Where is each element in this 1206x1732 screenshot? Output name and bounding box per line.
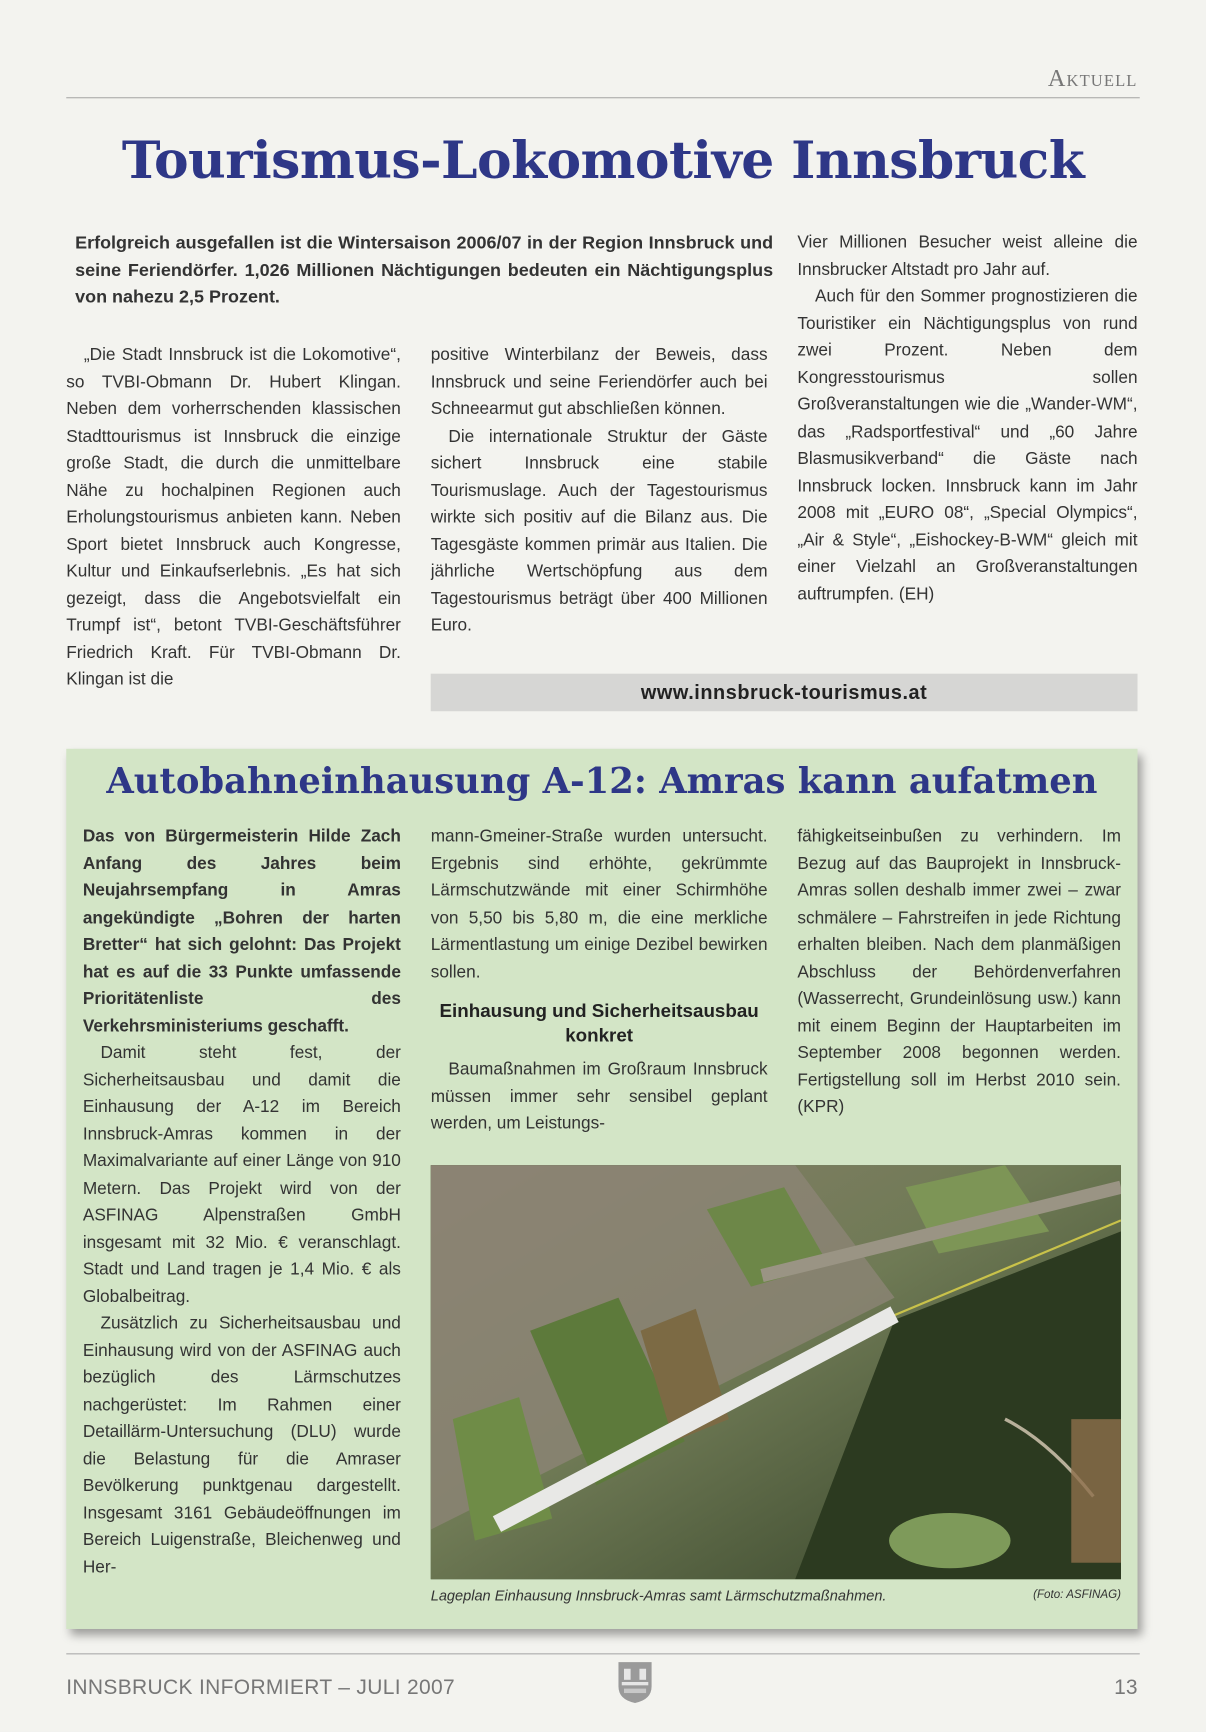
article1-column-3 bbox=[797, 230, 1137, 667]
paragraph: fähigkeitseinbußen zu verhindern. Im Bezug auf das Bauprojekt in Innsbruck-Amras sollen deshalb immer zwei – zwar schmälere – Fahrstreifen in jede Richtung erhalten bleiben. Nach dem planmäßigen Abschluss der Behördenverfahren (Wasserrecht, Grundeinlösung usw.) kann mit einem Beginn der Hauptarbeiten im September 2008 begonnen werden. Fertigstellung soll im Herbst 2010 sein. (KPR) bbox=[797, 827, 1121, 1117]
paragraph: Damit steht fest, der Sicherheitsausbau und damit die Einhausung der A-12 im Bereich Innsbruck-Amras kommen in der Maximalvariante auf einer Länge von 910 Metern. Das Projekt wird von der ASFINAG Alpenstraßen GmbH insgesamt mit 32 Mio. € veranschlagt. Stadt und Land tragen je 1,4 Mio. € als Globalbeitrag. bbox=[82, 1043, 401, 1306]
article2-lead: Das von Bürgermeisterin Hilde Zach Anfang des Jahres beim Neujahrsempfang in Amras angekündigte „Bohren der harten Bretter“ hat sich gelohnt: Das Projekt hat es auf die 33 Punkte umfassende Prioritätenliste des Verkehrsministeriums geschafft. bbox=[82, 827, 401, 1036]
website-link[interactable]: www.innsbruck-tourismus.at bbox=[431, 674, 1138, 712]
city-crest-icon bbox=[616, 1660, 654, 1704]
page-number: 13 bbox=[1114, 1676, 1138, 1700]
subheading: Einhausung und Sicherheitsausbau konkret bbox=[439, 1000, 759, 1046]
article1-column-2 bbox=[431, 342, 768, 664]
photo-caption bbox=[431, 1587, 1121, 1604]
footer-publication: INNSBRUCK INFORMIERT – JULI 2007 bbox=[66, 1676, 456, 1700]
caption-text: Lageplan Einhausung Innsbruck-Amras samt Lärmschutzmaßnahmen. bbox=[430, 1587, 887, 1604]
paragraph: Die internationale Struktur der Gäste sichert Innsbruck eine stabile Tourismuslage. Auch der Tagestourismus wirkte sich positiv auf die Bilanz aus. Die Tagesgäste kommen primär aus Italien. Die jährliche Wertschöpfung aus dem Tagestourismus beträgt über 400 Millionen Euro. bbox=[430, 426, 768, 636]
paragraph: positive Winterbilanz der Beweis, dass Innsbruck und seine Feriendörfer auch bei Schneearmut gut abschließen können. bbox=[430, 345, 768, 419]
photo-credit: (Foto: ASFINAG) bbox=[1033, 1588, 1121, 1602]
aerial-photo bbox=[431, 1165, 1121, 1579]
paragraph: Auch für den Sommer prognostizieren die Touristiker ein Nächtigungsplus von rund zwei Prozent. Neben dem Kongresstourismus sollen Großveranstaltungen wie die „Wander-WM“, das „Radsportfestival“ und „60 Jahre Blasmusikverband“ die Gäste nach Innsbruck locken. Innsbruck kann im Jahr 2008 mit „EURO 08“, „Special Olympics“, „Air & Style“, „Eishockey-B-WM“ gleich mit einer Vielzahl an Großveranstaltungen auftrumpfen. (EH) bbox=[797, 287, 1138, 604]
article2-column-3 bbox=[797, 824, 1121, 1155]
footer-rule bbox=[66, 1653, 1139, 1654]
paragraph: „Die Stadt Innsbruck ist die Lokomotive“, so TVBI-Obmann Dr. Hubert Klingan. Neben dem vorherrschenden klassischen Stadttourismus ist Innsbruck die einzige große Stadt, die durch die unmittelbare Nähe zu hochalpinen Regionen auch Erholungstourismus anbieten kann. Neben Sport bietet Innsbruck auch Kongresse, Kultur und Einkaufserlebnis. „Es hat sich gezeigt, dass die Angebotsvielfalt ein Trumpf ist“, betont TVBI-Geschäftsführer Friedrich Kraft. Für TVBI-Obmann Dr. Klingan ist die bbox=[66, 345, 401, 690]
paragraph: Vier Millionen Besucher weist alleine die Innsbrucker Altstadt pro Jahr auf. bbox=[797, 233, 1138, 279]
article-lead: Erfolgreich ausgefallen ist die Wintersaison 2006/07 in der Region Innsbruck und seine Feriendörfer. 1,026 Millionen Nächtigungen bedeuten ein Nächtigungsplus von nahezu 2,5 Prozent. bbox=[75, 233, 774, 308]
header-rule bbox=[66, 97, 1139, 98]
article2-column-1 bbox=[83, 824, 401, 1608]
article-title: Tourismus-Lokomotive Innsbruck bbox=[121, 130, 1085, 192]
section-label: Aktuell bbox=[1047, 64, 1138, 92]
article1-column-1 bbox=[66, 342, 401, 717]
aerial-photo-image bbox=[431, 1165, 1121, 1579]
paragraph: mann-Gmeiner-Straße wurden untersucht. Ergebnis sind erhöhte, gekrümmte Lärmschutzwände mit einer Schirmhöhe von 5,50 bis 5,80 m, die eine merkliche Lärmentlastung um einige Dezibel bewirken sollen. bbox=[430, 827, 768, 982]
paragraph: Baumaßnahmen im Großraum Innsbruck müssen immer sehr sensibel geplant werden, um Leistungs- bbox=[430, 1060, 768, 1134]
article2-title: Autobahneinhausung A-12: Amras kann aufatmen bbox=[106, 759, 1098, 802]
paragraph: Zusätzlich zu Sicherheitsausbau und Einhausung wird von der ASFINAG auch bezüglich des Lärmschutzes nachgerüstet: Im Rahmen einer Detaillärm-Untersuchung (DLU) wurde die Belastung für die Amraser Bevölkerung punktgenau dargestellt. Insgesamt 3161 Gebäudeöffnungen im Bereich Luigenstraße, Bleichenweg und Her- bbox=[82, 1314, 401, 1577]
article2-column-2 bbox=[431, 824, 768, 1155]
